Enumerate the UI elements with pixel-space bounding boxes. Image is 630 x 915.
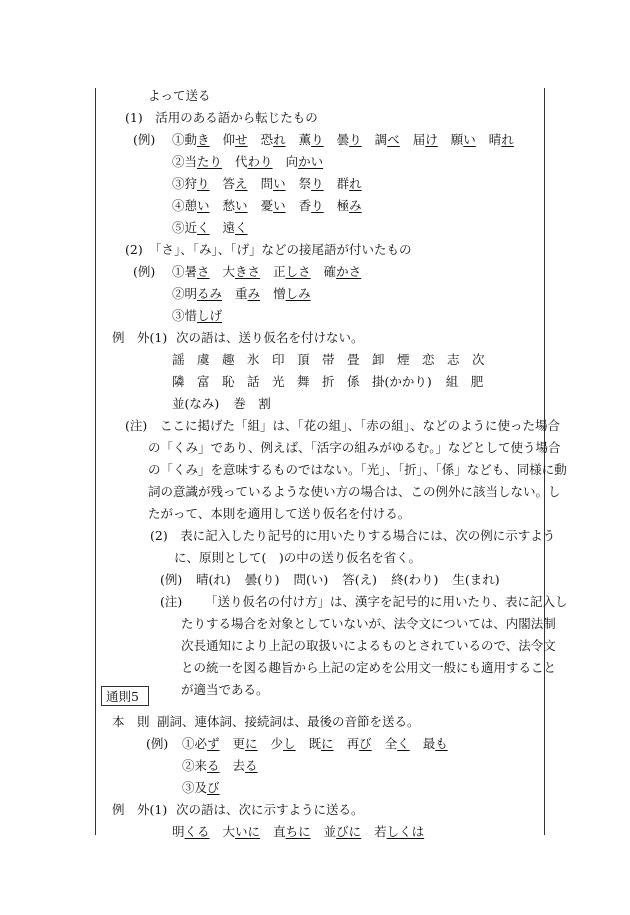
- example-row: [172, 176, 375, 192]
- example-row: [172, 220, 261, 236]
- example-word: 調べ: [374, 132, 400, 147]
- kanji-item: 帯: [322, 352, 335, 367]
- kanji-item: 掛(かかり): [372, 374, 432, 389]
- okurigana: れ: [349, 176, 362, 191]
- kanji-item: 晴(れ): [196, 572, 231, 587]
- example-word: ⑤近く: [172, 220, 210, 235]
- okurigana: い: [463, 132, 476, 147]
- exception-text: 次の語は、送り仮名を付けない。: [176, 330, 364, 345]
- example-label: (例): [133, 264, 156, 279]
- okurigana: しげ: [197, 308, 223, 323]
- example-word: 仰せ: [222, 132, 248, 147]
- example-row: [172, 824, 437, 840]
- example-word: ①必ず: [182, 736, 220, 751]
- example-word: ②当たり: [172, 154, 223, 169]
- example-word: 願い: [450, 132, 476, 147]
- kanji-item: 並(なみ): [172, 396, 220, 411]
- kanji-row: [172, 374, 496, 390]
- exception-label: 例 外(1): [112, 802, 168, 817]
- kanji-item: 問(い): [293, 572, 329, 587]
- example-row: [182, 780, 233, 796]
- okurigana: く: [197, 220, 210, 235]
- main-rule-label: 本 則: [112, 714, 150, 729]
- okurigana: り: [311, 176, 324, 191]
- example-word: 明くる: [172, 824, 210, 839]
- okurigana: ず: [207, 736, 220, 751]
- okurigana: さ: [197, 264, 210, 279]
- example-word: 祭り: [298, 176, 324, 191]
- example-label: (例): [133, 132, 156, 147]
- kanji-row: [172, 352, 497, 368]
- kanji-item: 趣: [222, 352, 235, 367]
- example-word: 香り: [298, 198, 324, 213]
- okurigana: い: [273, 176, 286, 191]
- kanji-item: 肥: [470, 374, 484, 389]
- example-word: ②明るみ: [172, 286, 223, 301]
- example-word: 既に: [308, 736, 334, 751]
- example-word: ②来る: [182, 758, 220, 773]
- okurigana: び: [207, 780, 220, 795]
- example-row: [196, 572, 514, 588]
- okurigana: み: [247, 286, 261, 301]
- okurigana: り: [349, 132, 362, 147]
- kanji-item: 折: [322, 374, 335, 389]
- exception-label: 例 外(1): [112, 330, 168, 345]
- okurigana: かさ: [336, 264, 362, 279]
- okurigana: きさ: [235, 264, 261, 279]
- okurigana: せ: [235, 132, 248, 147]
- note-label: (注): [160, 594, 183, 609]
- example-label: (例): [160, 572, 183, 587]
- example-word: 群れ: [336, 176, 362, 191]
- example-word: 答え: [222, 176, 248, 191]
- example-word: 最も: [422, 736, 448, 751]
- kanji-item: 次: [472, 352, 485, 367]
- okurigana: れ: [501, 132, 514, 147]
- okurigana: び: [359, 736, 372, 751]
- example-word: 再び: [346, 736, 372, 751]
- note-text: 次長通知により上記の取扱いによるものとされているので、法令文: [181, 638, 556, 653]
- example-word: 大いに: [222, 824, 261, 839]
- kanji-item: 卸: [372, 352, 385, 367]
- exception-text: 次の語は、次に示すように送る。: [176, 802, 364, 817]
- kanji-item: 曇(り): [244, 572, 280, 587]
- example-row: [182, 736, 461, 752]
- okurigana: い: [273, 198, 286, 213]
- note-text: の「くみ」であり、例えば、「活字の組みがゆるむ。」などとして使う場合: [148, 440, 561, 455]
- example-row: [182, 758, 271, 774]
- example-word: 憂い: [260, 198, 286, 213]
- okurigana: に: [245, 736, 258, 751]
- kanji-item: 氷: [247, 352, 260, 367]
- kanji-item: 恋: [422, 352, 435, 367]
- paragraph-text: に、原則として( )の中の送り仮名を省く。: [174, 550, 422, 565]
- okurigana: れ: [273, 132, 286, 147]
- example-word: 恐れ: [260, 132, 286, 147]
- example-row: [172, 132, 527, 148]
- note-text: たがって、本則を適用して送り仮名を付ける。: [148, 506, 411, 521]
- example-word: 大きさ: [222, 264, 261, 279]
- okurigana: る: [207, 758, 220, 773]
- text-line: よって送る: [148, 88, 211, 103]
- okurigana: け: [425, 132, 438, 147]
- okurigana: るみ: [197, 286, 223, 301]
- kanji-item: 話: [247, 374, 260, 389]
- okurigana: に: [321, 736, 334, 751]
- note-text: の「くみ」を意味するものではない。「光」、「折」、「係」なども、同様に動: [148, 462, 567, 477]
- example-word: 届け: [412, 132, 438, 147]
- okurigana: く: [397, 736, 410, 751]
- okurigana: ちに: [285, 824, 311, 839]
- kanji-item: 割: [258, 396, 271, 411]
- kanji-item: 畳: [347, 352, 360, 367]
- okurigana: べ: [387, 132, 400, 147]
- okurigana: たり: [197, 154, 223, 169]
- example-word: 確かさ: [323, 264, 362, 279]
- example-word: 薫り: [298, 132, 324, 147]
- example-word: ④憩い: [172, 198, 210, 213]
- example-word: 曇り: [336, 132, 362, 147]
- example-word: 並びに: [323, 824, 362, 839]
- okurigana: り: [311, 132, 324, 147]
- example-word: 向かい: [285, 154, 324, 169]
- okurigana: み: [349, 198, 362, 213]
- example-word: ①暑さ: [172, 264, 210, 279]
- kanji-item: 生(まれ): [452, 572, 500, 587]
- kanji-item: 光: [272, 374, 285, 389]
- example-word: 問い: [260, 176, 286, 191]
- example-word: 愁い: [222, 198, 248, 213]
- okurigana: し: [283, 736, 296, 751]
- note-text: 詞の意識が残っているような使い方の場合は、この例外に該当しない。し: [148, 484, 561, 499]
- okurigana: り: [197, 176, 210, 191]
- note-text: が適当である。: [181, 682, 269, 697]
- kanji-item: 煙: [397, 352, 410, 367]
- kanji-item: 富: [197, 374, 210, 389]
- example-word: 若しくは: [374, 824, 425, 839]
- subsection-heading: (1) 活用のある語から転じたもの: [125, 110, 318, 125]
- kanji-item: 虞: [197, 352, 210, 367]
- subsection-heading: (2) 「さ」、「み」、「げ」などの接尾語が付いたもの: [125, 242, 412, 257]
- okurigana: い: [197, 198, 210, 213]
- example-row: [172, 264, 374, 280]
- example-row: [172, 286, 324, 302]
- example-row: [172, 154, 336, 170]
- kanji-item: 舞: [297, 374, 310, 389]
- okurigana: びに: [336, 824, 362, 839]
- kanji-item: 謡: [172, 352, 185, 367]
- example-word: 代わり: [235, 154, 273, 169]
- example-word: 去る: [232, 758, 258, 773]
- note-text: ここに掲げた「組」は、「花の組」、「赤の組」、などのように使った場合: [160, 418, 561, 433]
- note-text: 「送り仮名の付け方」は、漢字を記号的に用いたり、表に記入し: [205, 594, 568, 609]
- okurigana: り: [311, 198, 324, 213]
- example-word: ③及び: [182, 780, 220, 795]
- okurigana: い: [235, 198, 248, 213]
- example-word: 重み: [235, 286, 261, 301]
- example-word: 遠く: [222, 220, 248, 235]
- kanji-item: 頂: [297, 352, 310, 367]
- kanji-item: 答(え): [342, 572, 378, 587]
- kanji-item: 巻: [233, 396, 246, 411]
- example-word: ①動き: [172, 132, 210, 147]
- kanji-item: 係: [347, 374, 360, 389]
- example-word: 正しさ: [273, 264, 311, 279]
- example-row: [172, 308, 235, 324]
- okurigana: かい: [298, 154, 324, 169]
- okurigana: る: [245, 758, 258, 773]
- example-word: 憎しみ: [273, 286, 311, 301]
- okurigana: わり: [247, 154, 273, 169]
- note-text: たりする場合を対象としていないが、法令文については、内閣法制: [181, 616, 556, 631]
- example-word: 極み: [336, 198, 362, 213]
- okurigana: いに: [235, 824, 261, 839]
- example-label: (例): [146, 736, 169, 751]
- example-row: [172, 198, 375, 214]
- note-label: (注): [125, 418, 148, 433]
- paragraph-text: (2) 表に記入したり記号的に用いたりする場合には、次の例に示すよう: [150, 528, 556, 543]
- kanji-item: 印: [272, 352, 285, 367]
- main-rule-text: 副詞、連体詞、接続詞は、最後の音節を送る。: [157, 714, 420, 729]
- okurigana: くる: [184, 824, 210, 839]
- example-word: 全く: [384, 736, 410, 751]
- kanji-item: 隣: [172, 374, 185, 389]
- okurigana: しくは: [386, 824, 425, 839]
- frame-left-border: [95, 88, 96, 835]
- kanji-item: 組: [445, 374, 459, 389]
- kanji-item: 恥: [222, 374, 235, 389]
- example-word: 直ちに: [273, 824, 311, 839]
- rule-heading-box: 通則5: [101, 686, 149, 706]
- kanji-item: 志: [447, 352, 460, 367]
- okurigana: き: [197, 132, 210, 147]
- okurigana: しみ: [285, 286, 311, 301]
- example-word: ③狩り: [172, 176, 210, 191]
- example-word: 更に: [232, 736, 258, 751]
- kanji-item: 終(わり): [391, 572, 439, 587]
- example-word: 少し: [270, 736, 296, 751]
- example-word: ③惜しげ: [172, 308, 223, 323]
- kanji-row: [172, 396, 283, 412]
- okurigana: も: [435, 736, 448, 751]
- okurigana: く: [235, 220, 248, 235]
- note-text: との統一を図る趣旨から上記の定めを公用文一般にも適用すること: [181, 660, 557, 675]
- example-word: 晴れ: [488, 132, 514, 147]
- okurigana: しさ: [285, 264, 311, 279]
- okurigana: え: [235, 176, 248, 191]
